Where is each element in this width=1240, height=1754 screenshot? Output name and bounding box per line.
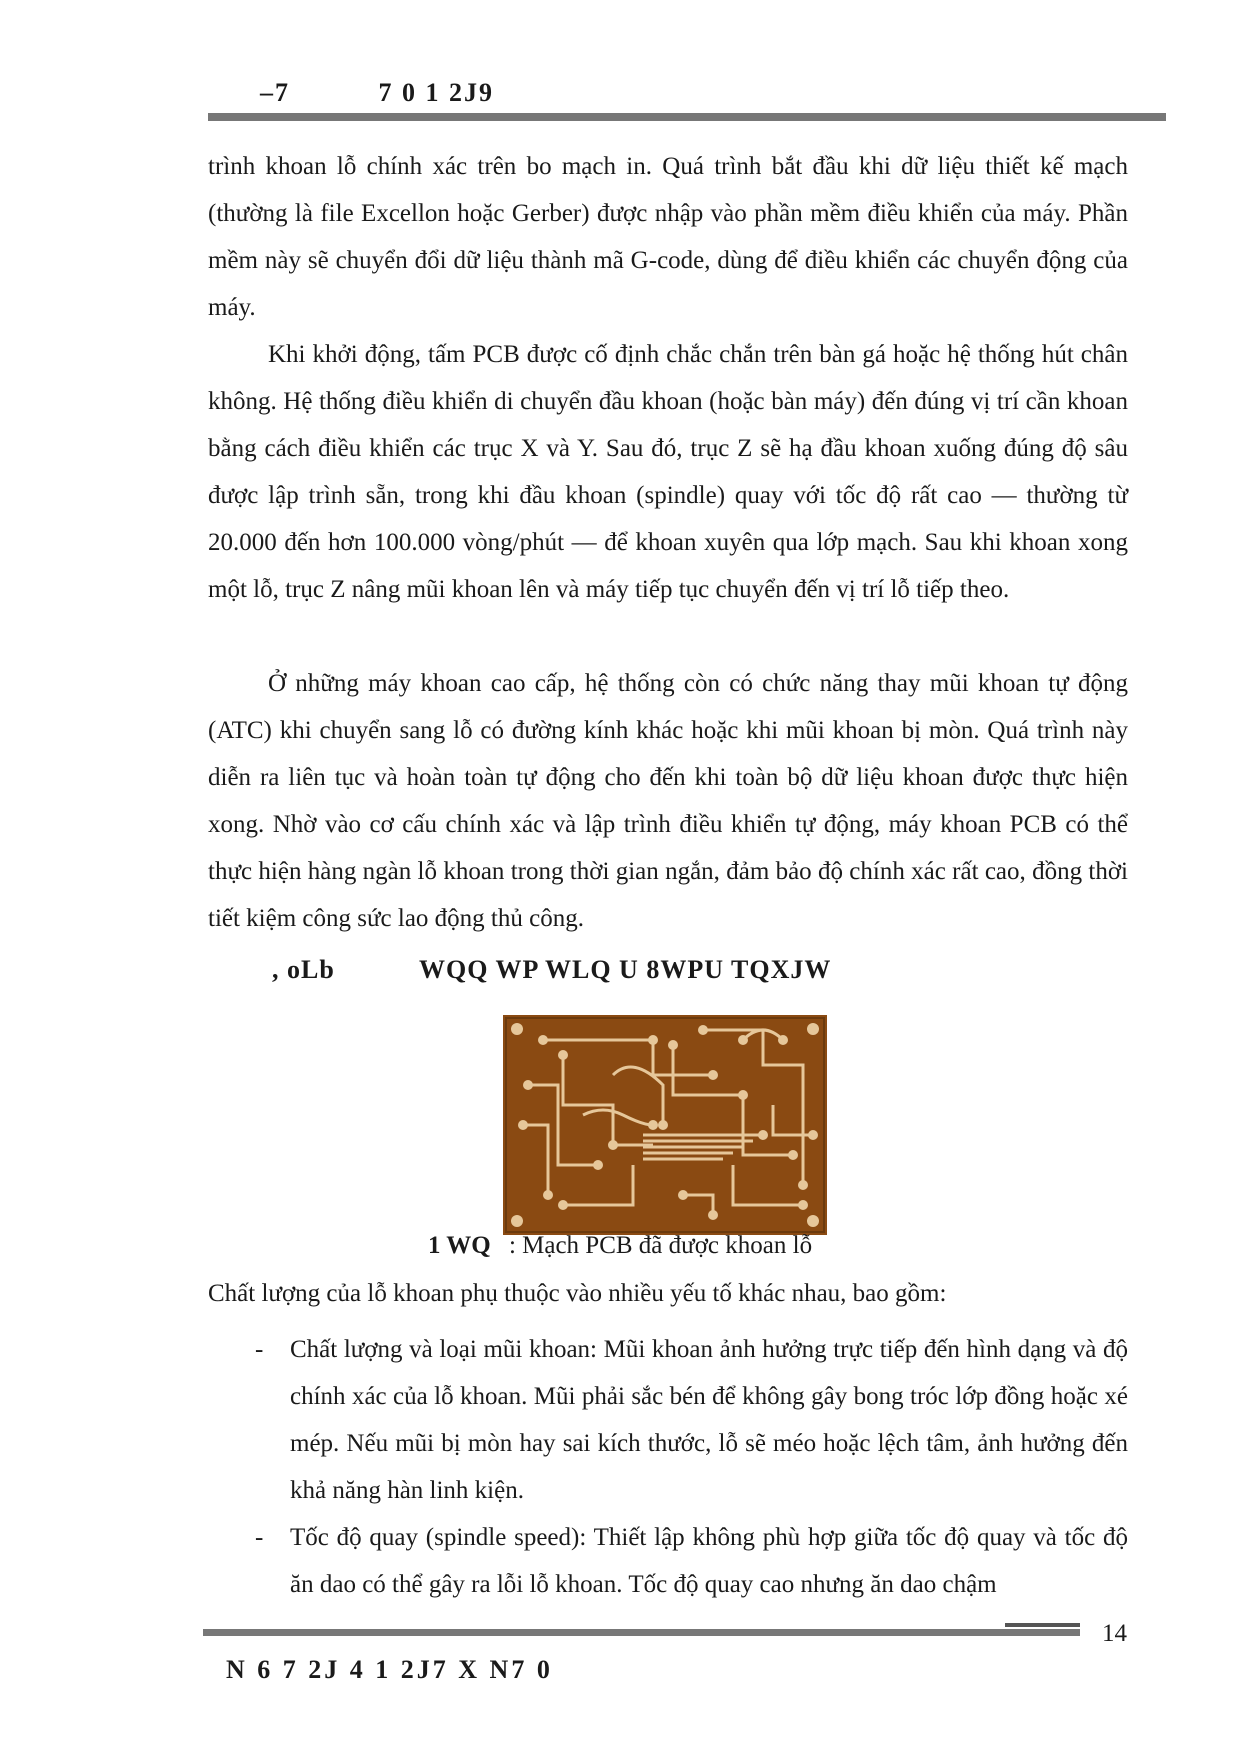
- page-number: 14: [1102, 1620, 1127, 1647]
- list-item-text: Tốc độ quay (spindle speed): Thiết lập không phù hợp giữa tốc độ quay và tốc độ ăn dao có thể gây ra lỗi lỗ khoan. Tốc độ quay cao nhưng ăn dao chậm: [290, 1524, 1128, 1598]
- paragraph-2: [208, 331, 1128, 613]
- header-right-text: 7 0 1 2J9: [378, 78, 494, 107]
- list-item-text: Chất lượng và loại mũi khoan: Mũi khoan ảnh hưởng trực tiếp đến hình dạng và độ chính xác của lỗ khoan. Mũi phải sắc bén để không gây bong tróc lớp đồng hoặc xé mép. Nếu mũi bị mòn hay sai kích thước, lỗ sẽ méo hoặc lệch tâm, ảnh hưởng đến khả năng hàn linh kiện.: [290, 1336, 1128, 1504]
- paragraph-3: [208, 660, 1128, 942]
- footer-rule: [203, 1629, 1080, 1636]
- figure-number: 1 WQ: [427, 1232, 491, 1259]
- section-heading: [272, 955, 831, 985]
- header-left-text: –7: [260, 78, 290, 107]
- pcb-board-image: [503, 1015, 827, 1235]
- list-item: [208, 1326, 1128, 1514]
- section-title: WQQ WP WLQ U 8WPU TQXJW: [419, 955, 832, 984]
- header-rule: [208, 113, 1166, 121]
- running-footer: N 6 7 2J 4 1 2J7 X N7 0: [226, 1655, 553, 1684]
- running-header: [260, 78, 494, 108]
- list-intro: Chất lượng của lỗ khoan phụ thuộc vào nhiều yếu tố khác nhau, bao gồm:: [208, 1280, 947, 1307]
- list-bullet: -: [255, 1336, 264, 1363]
- section-number: , oLb: [272, 955, 335, 984]
- footer-rule-accent: [1005, 1623, 1080, 1627]
- paragraph-text: trình khoan lỗ chính xác trên bo mạch in. Quá trình bắt đầu khi dữ liệu thiết kế mạch (thường là file Excellon hoặc Gerber) được nhập vào phần mềm điều khiển của máy. Phần mềm này sẽ chuyển đổi dữ liệu thành mã G-code, dùng để điều khiển các chuyển động của máy.: [208, 153, 1128, 321]
- list-item: [208, 1514, 1128, 1608]
- figure-caption-text: : Mạch PCB đã được khoan lỗ: [508, 1232, 813, 1259]
- paragraph-text: Khi khởi động, tấm PCB được cố định chắc chắn trên bàn gá hoặc hệ thống hút chân không. Hệ thống điều khiển di chuyển đầu khoan (hoặc bàn máy) đến đúng vị trí cần khoan bằng cách điều khiển các trục X và Y. Sau đó, trục Z sẽ hạ đầu khoan xuống đúng độ sâu được lập trình sẵn, trong khi đầu khoan (spindle) quay với tốc độ rất cao — thường từ 20.000 đến hơn 100.000 vòng/phút — để khoan xuyên qua lớp mạch. Sau khi khoan xong một lỗ, trục Z nâng mũi khoan lên và máy tiếp tục chuyển đến vị trí lỗ tiếp theo.: [208, 341, 1128, 603]
- list-bullet: -: [255, 1524, 264, 1551]
- paragraph-text: Ở những máy khoan cao cấp, hệ thống còn có chức năng thay mũi khoan tự động (ATC) khi chuyển sang lỗ có đường kính khác hoặc khi mũi khoan bị mòn. Quá trình này diễn ra liên tục và hoàn toàn tự động cho đến khi toàn bộ dữ liệu khoan được thực hiện xong. Nhờ vào cơ cấu chính xác và lập trình điều khiển tự động, máy khoan PCB có thể thực hiện hàng ngàn lỗ khoan trong thời gian ngắn, đảm bảo độ chính xác rất cao, đồng thời tiết kiệm công sức lao động thủ công.: [208, 670, 1128, 932]
- figure-caption: [0, 1232, 1240, 1260]
- paragraph-1: [208, 143, 1128, 331]
